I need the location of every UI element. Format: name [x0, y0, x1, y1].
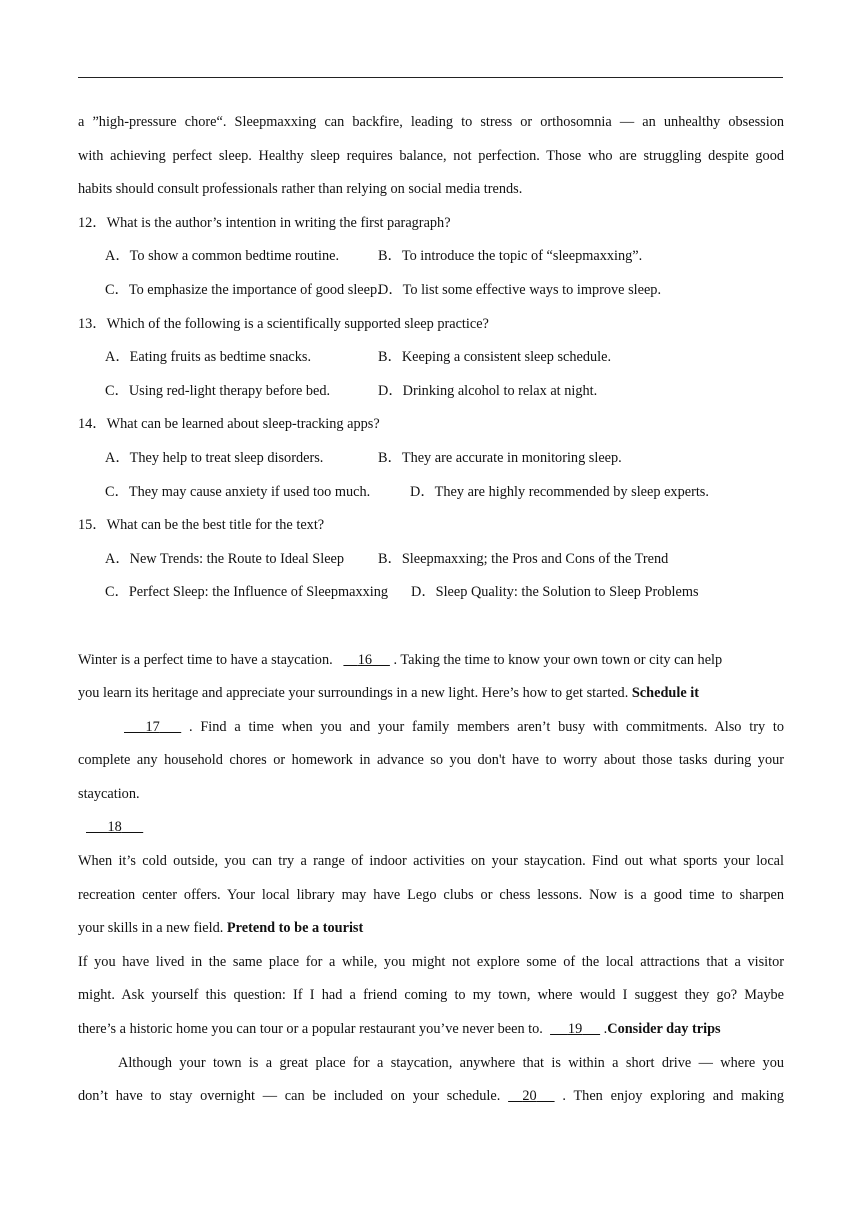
question-15-options-row-1 [78, 544, 784, 578]
passage-b-line: there’s a historic home you can tour or a popular restaurant you’ve never been to. 19 .Consider day trips [78, 1014, 784, 1048]
blank-19: 19 [567, 1021, 583, 1038]
passage-b-line: Although your town is a great place for a staycation, anywhere that is within a short drive — where you [118, 1054, 784, 1071]
option-c[interactable]: C．Perfect Sleep: the Influence of Sleepmaxxing [105, 584, 389, 601]
option-a[interactable]: A．New Trends: the Route to Ideal Sleep [105, 550, 345, 567]
document-page [78, 107, 784, 1115]
heading-pretend-tourist: Pretend to be a tourist [226, 920, 364, 937]
option-d[interactable]: D．Drinking alcohol to relax at night. [378, 382, 598, 399]
passage-b-line: Winter is a perfect time to have a staycation. 16 . Taking the time to know your own town or city can help [78, 645, 784, 679]
question-13-options-row-1 [78, 342, 784, 376]
passage-b-line [78, 812, 784, 846]
question-14-stem: 14．What can be learned about sleep-tracking apps? [78, 416, 380, 433]
passage-b-line: staycation. [78, 785, 140, 802]
option-c[interactable]: C．Using red-light therapy before bed. [105, 382, 331, 399]
option-c[interactable]: C．To emphasize the importance of good sleep. [105, 281, 381, 298]
question-13-stem: 13．Which of the following is a scientifically supported sleep practice? [78, 315, 489, 332]
passage-a-line: a ”high-pressure chore“. Sleepmaxxing can backfire, leading to stress or orthosomnia — an unhealthy obsession [78, 114, 784, 130]
passage-b-line: recreation center offers. Your local library may have Lego clubs or chess lessons. Now is a good time to sharpen [78, 886, 784, 903]
option-b[interactable]: B．Keeping a consistent sleep schedule. [378, 349, 612, 366]
question-14-options-row-1 [78, 443, 784, 477]
question-13-options-row-2 [78, 376, 784, 410]
question-12-options-row-1 [78, 241, 784, 275]
question-14-options-row-2 [78, 477, 784, 511]
heading-day-trips: Consider day trips [607, 1021, 721, 1038]
passage-a-line: habits should consult professionals rather than relying on social media trends. [78, 181, 523, 198]
passage-b-line: don’t have to stay overnight — can be included on your schedule. 20 . Then enjoy exploring and making [78, 1081, 784, 1115]
option-a[interactable]: A．To show a common bedtime routine. [105, 248, 340, 265]
option-d[interactable]: D．Sleep Quality: the Solution to Sleep Problems [411, 584, 699, 601]
passage-b-line: complete any household chores or homework in advance so you don't have to worry about those tasks during your [78, 752, 784, 769]
option-b[interactable]: B．They are accurate in monitoring sleep. [378, 449, 622, 466]
question-15-stem: 15．What can be the best title for the text? [78, 517, 325, 534]
passage-a-line: with achieving perfect sleep. Healthy sleep requires balance, not perfection. Those who are struggling despite good [78, 147, 784, 164]
section-gap [78, 611, 784, 645]
passage-b-line: you learn its heritage and appreciate your surroundings in a new light. Here’s how to get started. Schedule it [78, 685, 699, 702]
option-a[interactable]: A．They help to treat sleep disorders. [105, 449, 324, 466]
option-c[interactable]: C．They may cause anxiety if used too much. [105, 483, 371, 500]
heading-schedule-it: Schedule it [631, 685, 699, 702]
question-12-stem: 12．What is the author’s intention in writing the first paragraph? [78, 214, 451, 231]
option-a[interactable]: A．Eating fruits as bedtime snacks. [105, 349, 312, 366]
passage-b-line: might. Ask yourself this question: If I had a friend coming to my town, where would I suggest they go? Maybe [78, 987, 784, 1004]
option-b[interactable]: B．To introduce the topic of “sleepmaxxing”. [378, 248, 643, 265]
passage-b-line: 17 . Find a time when you and your family members aren’t busy with commitments. Also try to [78, 712, 784, 746]
blank-20: 20 [522, 1088, 537, 1105]
blank-18: 18 [107, 819, 122, 836]
question-15-options-row-2 [78, 577, 784, 611]
question-12-options-row-2 [78, 275, 784, 309]
option-d[interactable]: D．They are highly recommended by sleep experts. [410, 483, 709, 500]
blank-17: 17 [145, 718, 160, 735]
option-d[interactable]: D．To list some effective ways to improve sleep. [378, 281, 662, 298]
passage-b-line: If you have lived in the same place for a while, you might not explore some of the local attractions that a visitor [78, 953, 784, 970]
header-rule [78, 77, 783, 78]
passage-b-line: your skills in a new field. Pretend to be a tourist [78, 920, 364, 937]
passage-b-line: When it’s cold outside, you can try a range of indoor activities on your staycation. Find out what sports your local [78, 853, 784, 870]
option-b[interactable]: B．Sleepmaxxing; the Pros and Cons of the Trend [378, 550, 669, 567]
blank-16: 16 [357, 651, 373, 668]
